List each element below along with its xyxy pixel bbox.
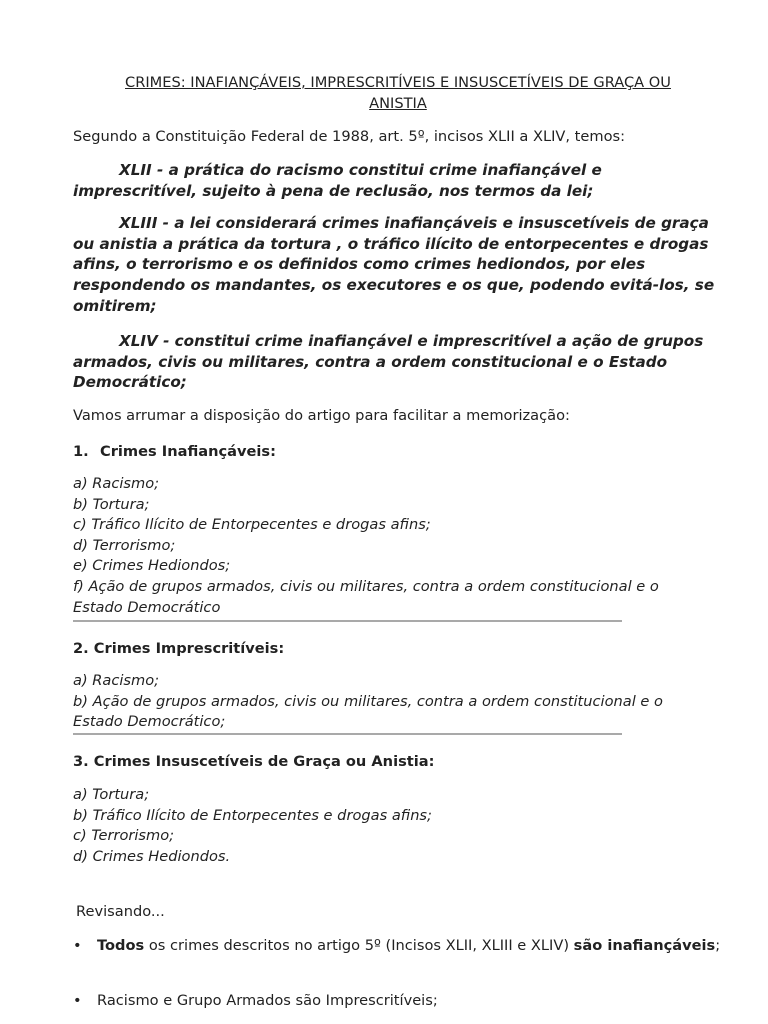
- body-text: ;: [715, 937, 721, 954]
- body-text: os crimes descritos no artigo 5º (Incisos XLII, XLIII e XLIV): [144, 937, 574, 954]
- section-number: 3.: [73, 753, 89, 770]
- divider: [73, 733, 622, 735]
- list-item: a) Racismo;: [73, 672, 160, 689]
- section-title: Crimes Inafiançáveis:: [100, 443, 276, 460]
- article-xlii: XLII - a prática do racismo constitui crime inafiançável e imprescritível, sujeito à pena de reclusão, nos termos da lei;: [73, 161, 602, 200]
- section-heading-insusceptiveis: [73, 751, 434, 772]
- list-item: d) Crimes Hediondos.: [73, 847, 231, 865]
- list-item: a) Tortura;: [73, 786, 150, 803]
- bullet-icon: •: [73, 937, 82, 954]
- intro-paragraph: Segundo a Constituição Federal de 1988, art. 5º, incisos XLII a XLIV, temos:: [73, 128, 626, 145]
- list-item: f) Ação de grupos armados, civis ou militares, contra a ordem constitucional e o Estado Democrático: [73, 577, 659, 616]
- section-heading-inafiancaveis: [73, 441, 276, 462]
- title-line-2: ANISTIA: [369, 95, 427, 112]
- list-insusceptiveis: [73, 785, 703, 867]
- list-item: b) Tráfico Ilícito de Entorpecentes e drogas afins;: [73, 806, 432, 824]
- section-heading-imprescritiveis: [73, 638, 284, 659]
- section-title: Crimes Insuscetíveis de Graça ou Anistia:: [93, 753, 435, 770]
- list-item: e) Crimes Hediondos;: [73, 557, 231, 575]
- document-title: [73, 72, 723, 114]
- arrangement-note: Vamos arrumar a disposição do artigo para facilitar a memorização:: [73, 407, 570, 424]
- bold-text: são inafiançáveis: [573, 937, 716, 954]
- section-number: 1.: [73, 443, 89, 460]
- review-bullet-2: [73, 990, 723, 1011]
- bullet-icon: •: [73, 992, 82, 1009]
- list-item: a) Racismo;: [73, 475, 160, 492]
- list-inafiancaveis: [73, 474, 703, 618]
- list-item: b) Tortura;: [73, 495, 150, 513]
- list-item: b) Ação de grupos armados, civis ou militares, contra a ordem constitucional e o Estado Democrático;: [73, 692, 663, 731]
- review-bullet-1: [73, 935, 723, 956]
- section-number: 2.: [73, 640, 89, 657]
- list-item: c) Terrorismo;: [73, 827, 175, 845]
- bold-text: Todos: [97, 937, 145, 954]
- section-title: Crimes Imprescritíveis:: [93, 640, 285, 657]
- article-xliii: XLIII - a lei considerará crimes inafiançáveis e insuscetíveis de graça ou anistia a prática da tortura , o tráfico ilícito de entorpecentes e drogas afins, o terrorismo e os definidos como crimes hediondos, por eles respondendo os mandantes, os executores e os que, podendo evitá-los, se omitirem;: [73, 214, 715, 315]
- list-imprescritiveis: [73, 671, 703, 733]
- list-item: c) Tráfico Ilícito de Entorpecentes e drogas afins;: [73, 516, 431, 534]
- document-page: [73, 0, 723, 1024]
- title-line-1: CRIMES: INAFIANÇÁVEIS, IMPRESCRITÍVEIS E INSUSCETÍVEIS DE GRAÇA OU: [125, 74, 671, 91]
- body-text: Racismo e Grupo Armados são Imprescritíveis;: [97, 992, 438, 1009]
- article-xliv: XLIV - constitui crime inafiançável e imprescritível a ação de grupos armados, civis ou militares, contra a ordem constitucional e o Estado Democrático;: [73, 332, 704, 392]
- list-item: d) Terrorismo;: [73, 536, 176, 554]
- divider: [73, 620, 622, 622]
- review-heading: Revisando...: [76, 903, 165, 920]
